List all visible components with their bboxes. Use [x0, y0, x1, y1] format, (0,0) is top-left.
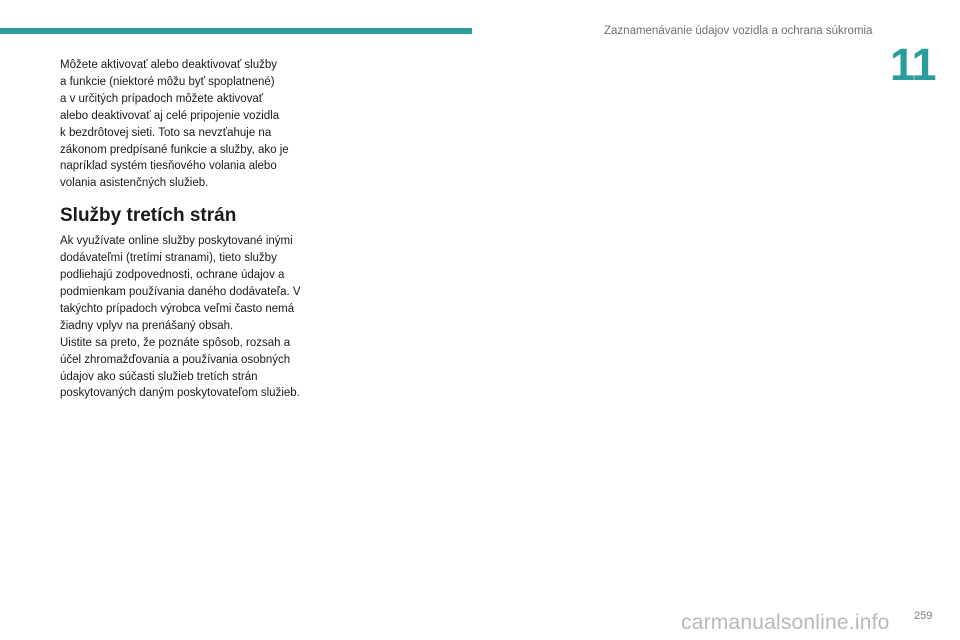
section-paragraph-1: Ak využívate online služby poskytované inými dodávateľmi (tretími stranami), tieto služby podliehajú zodpovednosti, ochrane údajov a podmienkam používania daného dodávateľa. V takýchto prípadoch výrobca veľmi často nemá žiadny vplyv na prenášaný obsah.	[60, 235, 301, 332]
section-heading: Služby tretích strán	[60, 205, 237, 227]
intro-paragraph: Môžete aktivovať alebo deaktivovať služby a funkcie (niektoré môžu byť spoplatnené) a v určitých prípadoch môžete aktivovať alebo deaktivovať aj celé pripojenie vozidla k bezdrôtovej sieti. Toto sa nevzťahuje na zákonom predpísané funkcie a služby, ako je napríklad systém tiesňového volania alebo volania asistenčných služieb.	[60, 59, 289, 190]
chapter-number: 11	[890, 39, 936, 90]
running-header-title: Zaznamenávanie údajov vozidla a ochrana súkromia	[604, 25, 873, 37]
section-paragraph-2: Uistite sa preto, že poznáte spôsob, rozsah a účel zhromažďovania a používania osobných údajov ako súčasti služieb tretích strán poskytovaných daným poskytovateľom služieb.	[60, 336, 300, 400]
watermark-link[interactable]: carmanualsonline.info	[681, 611, 890, 634]
main-content	[60, 57, 328, 402]
page-number: 259	[914, 610, 933, 622]
header-accent-bar	[0, 28, 472, 34]
